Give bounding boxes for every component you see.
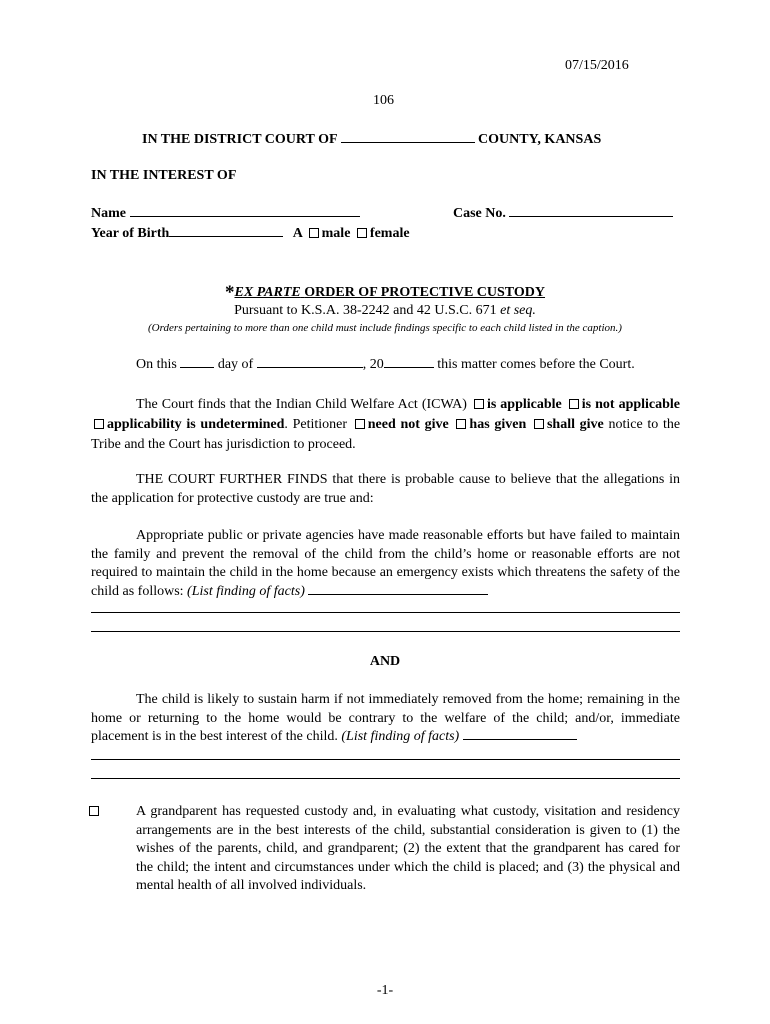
findings-line-1[interactable] — [91, 612, 680, 613]
case-no-field[interactable] — [509, 205, 673, 217]
shall-give-checkbox[interactable] — [534, 419, 544, 429]
form-number: 106 — [373, 93, 394, 108]
county-field[interactable] — [341, 131, 475, 143]
court-heading-right: COUNTY, KANSAS — [478, 132, 602, 147]
list-findings-label-1: (List finding of facts) — [187, 583, 305, 599]
et-seq: et seq. — [500, 303, 536, 318]
title-ex-parte: EX PARTE — [234, 285, 301, 300]
has-given-label: has given — [469, 417, 527, 432]
court-heading — [142, 131, 601, 148]
document-date: 07/15/2016 — [565, 58, 629, 73]
has-given-checkbox[interactable] — [456, 419, 466, 429]
case-no-label: Case No. — [453, 206, 506, 221]
month-field[interactable] — [257, 356, 363, 368]
male-checkbox[interactable] — [309, 228, 319, 238]
pursuant-line — [0, 303, 770, 319]
year-of-birth-field[interactable] — [169, 225, 283, 237]
icwa-text: The Court finds that the Indian Child Welfare Act (ICWA) — [136, 397, 467, 412]
date-line — [136, 356, 635, 373]
order-title — [0, 282, 770, 304]
reasonable-efforts-paragraph — [91, 527, 680, 601]
icwa-applicable-checkbox[interactable] — [474, 399, 484, 409]
icwa-not-applicable-checkbox[interactable] — [569, 399, 579, 409]
icwa-not-applicable-label: is not applicable — [581, 397, 681, 412]
notice-text: notice to the Tribe and the Court has jurisdiction to proceed. — [91, 417, 681, 452]
caption-note: (Orders pertaining to more than one child must include findings specific to each child listed in the caption.) — [148, 322, 622, 334]
further-finds-paragraph — [91, 471, 680, 508]
name-label: Name — [91, 206, 126, 221]
findings-line-4[interactable] — [91, 778, 680, 779]
birth-sex-row — [91, 225, 410, 242]
findings-field-1[interactable] — [308, 583, 488, 595]
title-main: ORDER OF PROTECTIVE CUSTODY — [304, 285, 546, 300]
name-row — [91, 205, 360, 222]
year-field[interactable] — [384, 356, 434, 368]
case-no-row — [453, 205, 673, 222]
on-this-text: On this — [136, 357, 177, 372]
likely-harm-paragraph — [91, 691, 680, 747]
comma-20-text: , 20 — [362, 357, 384, 372]
need-not-give-label: need not give — [367, 417, 449, 432]
day-field[interactable] — [180, 356, 214, 368]
findings-line-3[interactable] — [91, 759, 680, 760]
comes-before-text: this matter comes before the Court. — [437, 357, 635, 372]
likely-harm-text: The child is likely to sustain harm if not immediately removed from the home; remaining in the home or returning to the home would be contrary to the welfare of the child; and/or, immediate placement is in the best interest of the child. — [91, 692, 680, 744]
petitioner-text: . Petitioner — [284, 417, 348, 432]
list-findings-label-2: (List finding of facts) — [341, 729, 460, 744]
findings-field-2[interactable] — [463, 728, 577, 740]
shall-give-label: shall give — [546, 417, 604, 432]
female-checkbox[interactable] — [357, 228, 367, 238]
icwa-undetermined-checkbox[interactable] — [94, 419, 104, 429]
icwa-paragraph — [91, 395, 680, 455]
findings-line-2[interactable] — [91, 631, 680, 632]
day-of-text: day of — [217, 357, 254, 372]
sex-prefix: A — [292, 226, 303, 241]
court-heading-left: IN THE DISTRICT COURT OF — [142, 132, 338, 147]
name-field[interactable] — [130, 205, 360, 217]
year-of-birth-label: Year of Birth — [91, 226, 170, 241]
and-heading: AND — [369, 654, 401, 669]
further-finds-text: THE COURT FURTHER FINDS that there is probable cause to believe that the allegations in the application for protective custody are true and: — [91, 472, 680, 506]
grandparent-text: A grandparent has requested custody and, in evaluating what custody, visitation and residency arrangements are in the best interests of the child, substantial consideration is given to (1) the wishes of the parents, child, and grandparent; (2) the extent that the grandparent has cared for the child; the intent and circumstances under which the child is placed; and (3) the physical and mental health of all involved individuals. — [136, 804, 680, 893]
title-asterisk: * — [224, 282, 235, 303]
page-number: -1- — [376, 983, 394, 998]
interest-of-heading: IN THE INTEREST OF — [91, 168, 237, 183]
pursuant-text: Pursuant to K.S.A. 38-2242 and 42 U.S.C. 671 — [234, 303, 497, 318]
male-label: male — [321, 226, 351, 241]
reasonable-efforts-text: Appropriate public or private agencies have made reasonable efforts but have failed to maintain the family and prevent the removal of the child from the child’s home or reasonable efforts are not required to maintain the child in the home because an emergency exists which threatens the safety of the child as follows: — [91, 528, 680, 599]
female-label: female — [369, 226, 410, 241]
need-not-give-checkbox[interactable] — [355, 419, 365, 429]
grandparent-checkbox[interactable] — [89, 806, 99, 816]
icwa-undetermined-label: applicability is undetermined — [107, 417, 285, 432]
icwa-applicable-label: is applicable — [486, 397, 562, 412]
